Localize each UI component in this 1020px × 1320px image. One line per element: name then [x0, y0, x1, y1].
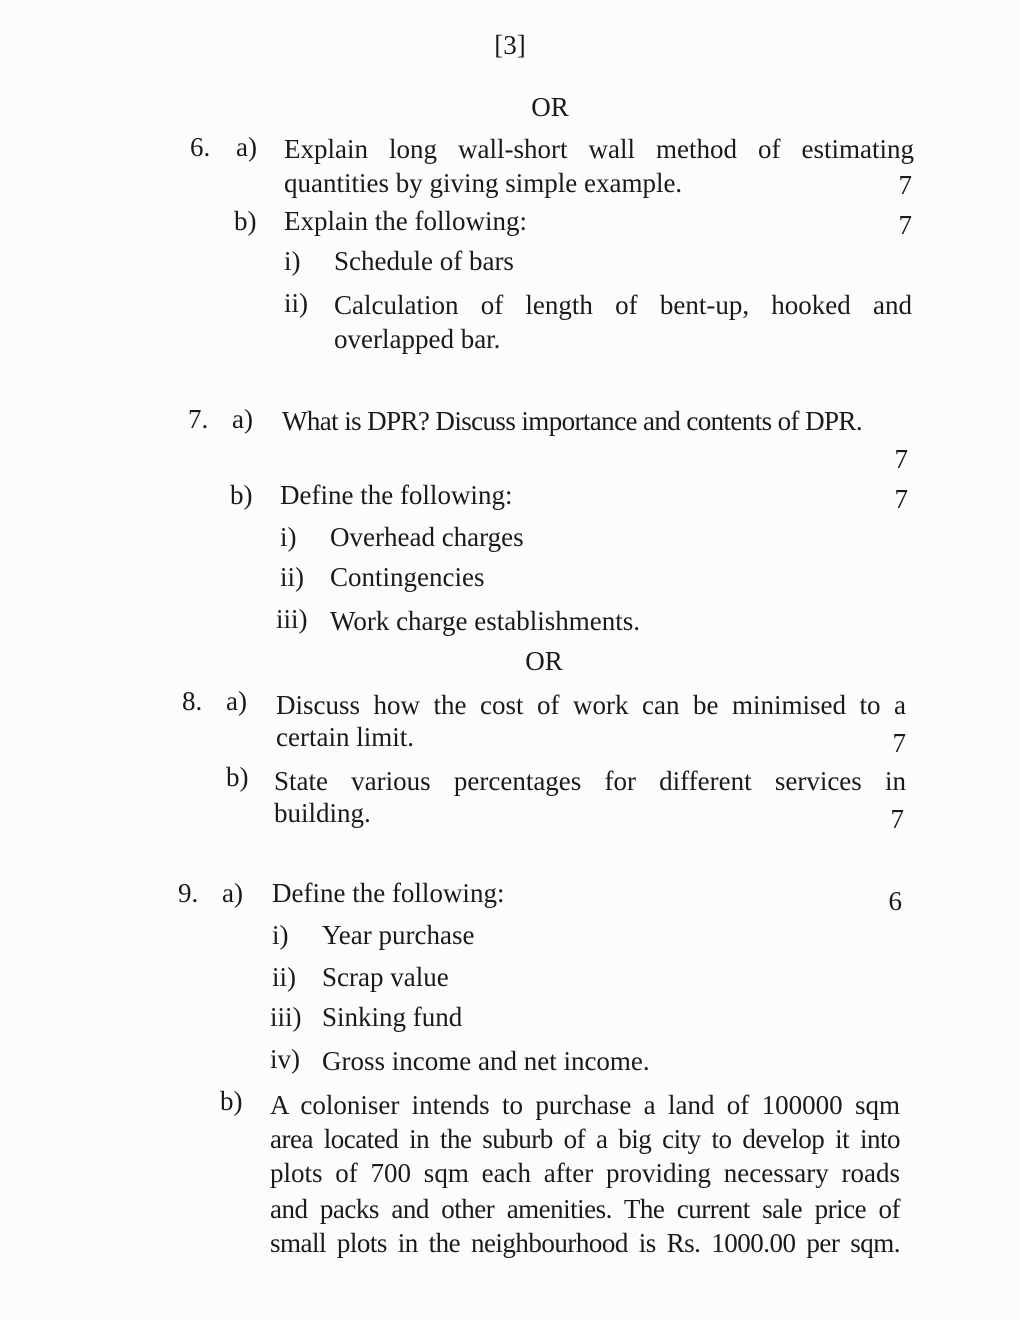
part-label: b)	[226, 762, 249, 792]
part-label: a)	[236, 132, 257, 162]
part-label: b)	[234, 206, 257, 236]
item-text: Gross income and net income.	[322, 1046, 650, 1076]
question-text: building.	[274, 798, 371, 828]
question-number: 9.	[178, 878, 199, 908]
item-label: iv)	[270, 1044, 300, 1074]
question-text: What is DPR? Discuss importance and contents of DPR.	[282, 406, 862, 436]
marks: 7	[898, 170, 912, 200]
question-text: quantities by giving simple example.	[284, 168, 683, 198]
part-label: a)	[222, 878, 243, 908]
marks: 7	[898, 210, 912, 240]
question-text: Explain the following:	[284, 206, 527, 236]
marks: 7	[892, 728, 906, 758]
item-text: Year purchase	[322, 920, 475, 950]
or-divider: OR	[525, 646, 563, 676]
marks: 7	[890, 804, 904, 834]
item-text: Sinking fund	[322, 1002, 463, 1032]
question-text: and packs and other amenities. The current sale price of	[270, 1194, 900, 1224]
question-text: State various percentages for different services in	[274, 766, 906, 796]
question-text: Define the following:	[272, 878, 505, 908]
item-text: Schedule of bars	[334, 246, 514, 276]
item-label: ii)	[272, 962, 296, 992]
question-text: area located in the suburb of a big city to develop it into	[270, 1124, 900, 1154]
item-text: Overhead charges	[330, 522, 524, 552]
marks: 7	[894, 444, 908, 474]
or-divider: OR	[531, 92, 569, 122]
part-label: b)	[220, 1086, 243, 1116]
question-text: small plots in the neighbourhood is Rs. 1000.00 per sqm.	[270, 1228, 900, 1258]
question-number: 6.	[190, 132, 211, 162]
marks: 6	[888, 886, 902, 916]
item-label: i)	[272, 920, 289, 950]
item-label: ii)	[280, 562, 304, 592]
part-label: b)	[230, 480, 253, 510]
item-label: i)	[284, 246, 301, 276]
question-text: certain limit.	[276, 722, 414, 752]
item-label: ii)	[284, 288, 308, 318]
question-number: 8.	[182, 686, 203, 716]
question-number: 7.	[188, 404, 209, 434]
item-label: iii)	[270, 1002, 302, 1032]
part-label: a)	[232, 404, 253, 434]
item-label: i)	[280, 522, 297, 552]
item-text: overlapped bar.	[334, 324, 501, 354]
item-text: Contingencies	[330, 562, 485, 592]
item-text: Scrap value	[322, 962, 449, 992]
question-text: Explain long wall-short wall method of estimating	[284, 134, 914, 164]
item-text: Calculation of length of bent-up, hooked and	[334, 290, 912, 320]
page-number: [3]	[494, 30, 526, 60]
question-text: Define the following:	[280, 480, 513, 510]
item-label: iii)	[276, 604, 308, 634]
question-text: A coloniser intends to purchase a land of 100000 sqm	[270, 1090, 900, 1120]
question-text: Discuss how the cost of work can be minimised to a	[276, 690, 906, 720]
part-label: a)	[226, 686, 247, 716]
marks: 7	[894, 484, 908, 514]
item-text: Work charge establishments.	[330, 606, 640, 636]
question-text: plots of 700 sqm each after providing necessary roads	[270, 1158, 900, 1188]
